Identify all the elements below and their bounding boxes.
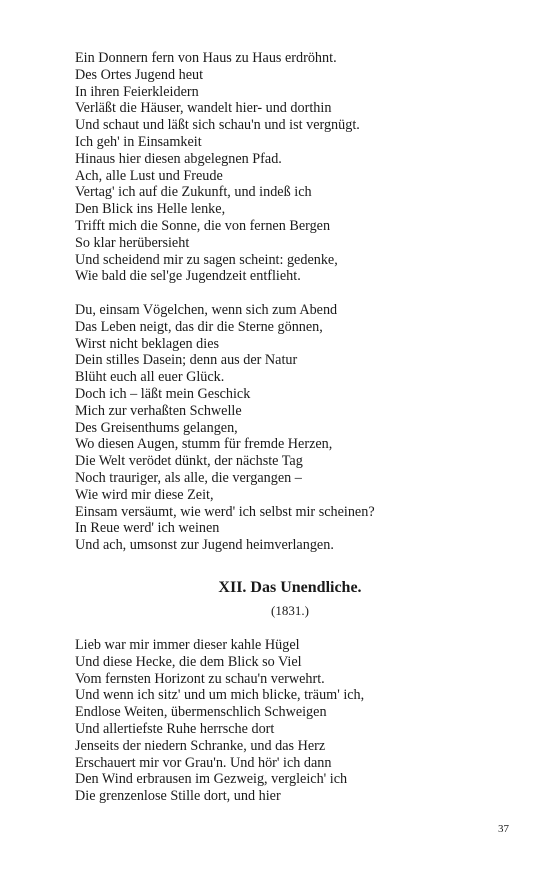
verse-line: Die grenzenlose Stille dort, und hier: [75, 788, 281, 805]
verse-line: Und diese Hecke, die dem Blick so Viel: [75, 653, 302, 670]
verse-line: Und wenn ich sitz' und um mich blicke, träum' ich,: [75, 687, 365, 704]
verse-line: Ein Donnern fern von Haus zu Haus erdröhnt.: [75, 50, 337, 66]
verse-line: Erschauert mir vor Grau'n. Und hör' ich dann: [75, 754, 332, 771]
verse-line: Wirst nicht beklagen dies: [75, 335, 220, 352]
page-number: 37: [498, 823, 509, 835]
verse-line: Vertag' ich auf die Zukunft, und indeß ich: [75, 184, 312, 201]
verse-line: Und ach, umsonst zur Jugend heimverlangen.: [75, 537, 334, 554]
verse-line: Dein stilles Dasein; denn aus der Natur: [75, 352, 298, 369]
verse-line: Das Leben neigt, das dir die Sterne gönnen,: [75, 318, 323, 335]
verse-line: Den Wind erbrausen im Gezweig, vergleich' ich: [75, 771, 348, 788]
verse-line: In ihren Feierkleidern: [75, 83, 199, 100]
verse-line: Und scheidend mir zu sagen scheint: gedenke,: [75, 251, 338, 268]
verse-line: Trifft mich die Sonne, die von fernen Bergen: [75, 217, 331, 234]
verse-line: Verläßt die Häuser, wandelt hier- und dorthin: [75, 100, 332, 117]
verse-line: Du, einsam Vögelchen, wenn sich zum Abend: [75, 302, 338, 318]
verse-line: Jenseits der niedern Schranke, und das Herz: [75, 737, 326, 754]
verse-line: Hinaus hier diesen abgelegnen Pfad.: [75, 150, 282, 167]
verse-line: Ich geh' in Einsamkeit: [75, 133, 202, 150]
verse-line: Blüht euch all euer Glück.: [75, 369, 225, 386]
poem-title: XII. Das Unendliche.: [218, 579, 362, 596]
verse-line: Wie wird mir diese Zeit,: [75, 486, 214, 503]
verse-line: Die Welt verödet dünkt, der nächste Tag: [75, 453, 303, 470]
stanza-previous-poem-1: [75, 50, 515, 285]
verse-line: Mich zur verhaßten Schwelle: [75, 402, 242, 419]
verse-line: Vom fernsten Horizont zu schau'n verwehrt.: [75, 670, 325, 687]
stanza-previous-poem-2: [75, 302, 515, 554]
verse-line: Den Blick ins Helle lenke,: [75, 201, 226, 218]
verse-line: Lieb war mir immer dieser kahle Hügel: [75, 637, 300, 653]
poem-year: (1831.): [271, 603, 309, 618]
verse-line: In Reue werd' ich weinen: [75, 520, 220, 537]
verse-line: Und allertiefste Ruhe herrsche dort: [75, 720, 275, 737]
verse-line: Des Ortes Jugend heut: [75, 66, 204, 83]
verse-line: Des Greisenthums gelangen,: [75, 419, 238, 436]
stanza-das-unendliche: [75, 637, 515, 805]
verse-line: So klar herübersieht: [75, 234, 190, 251]
verse-line: Ach, alle Lust und Freude: [75, 167, 223, 184]
verse-line: Noch trauriger, als alle, die vergangen –: [75, 469, 302, 486]
verse-line: Doch ich – läßt mein Geschick: [75, 385, 251, 402]
verse-line: Einsam versäumt, wie werd' ich selbst mir scheinen?: [75, 503, 375, 520]
verse-line: Endlose Weiten, übermenschlich Schweigen: [75, 704, 327, 721]
verse-line: Wie bald die sel'ge Jugendzeit entflieht.: [75, 268, 301, 285]
verse-line: Und schaut und läßt sich schau'n und ist vergnügt.: [75, 117, 360, 134]
verse-line: Wo diesen Augen, stumm für fremde Herzen,: [75, 436, 333, 453]
